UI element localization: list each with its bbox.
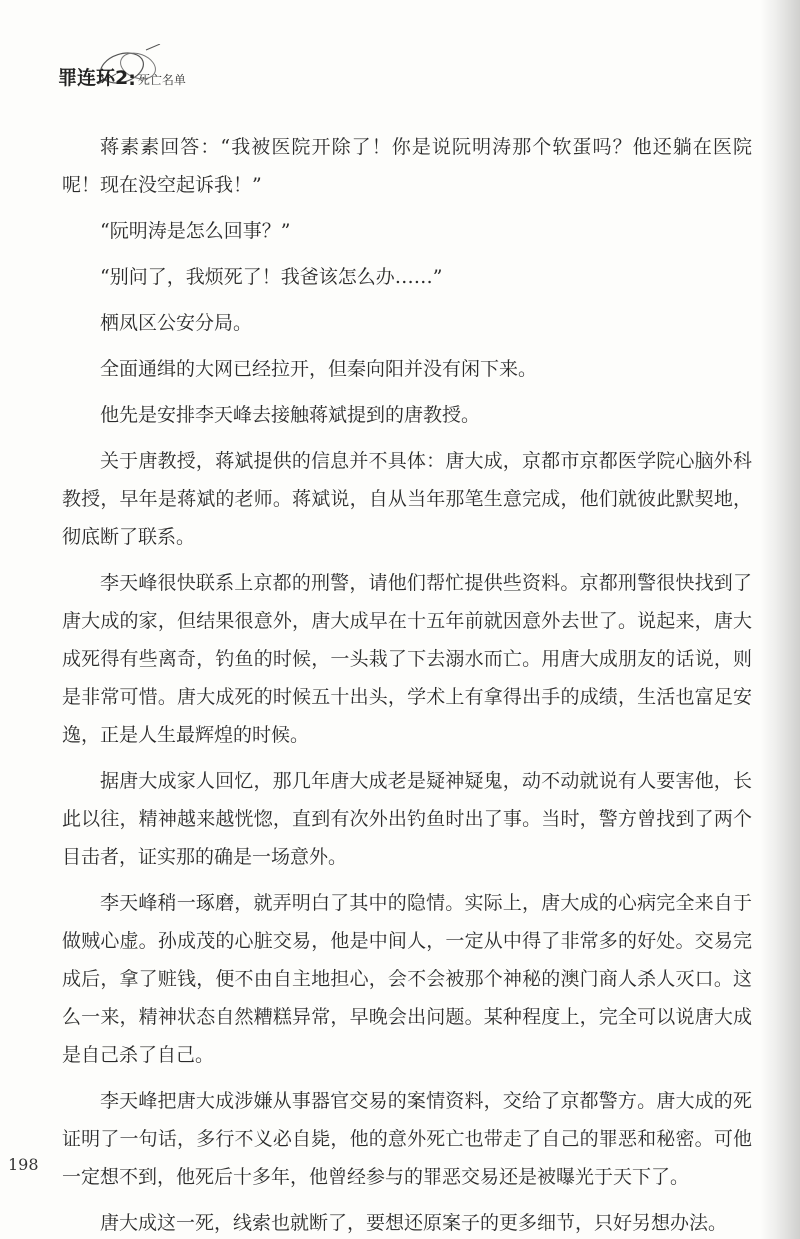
- paragraph: 全面通缉的大网已经拉开，但秦向阳并没有闲下来。: [100, 358, 538, 380]
- page-edge-shadow: [760, 0, 800, 1239]
- paragraph: 唐大成这一死，线索也就断了，要想还原案子的更多细节，只好另想办法。: [100, 1212, 728, 1234]
- paragraph: “阮明涛是怎么回事？”: [100, 220, 291, 242]
- title-separator: :: [128, 68, 136, 90]
- running-header: [58, 50, 186, 90]
- paragraph: 蒋素素回答：“我被医院开除了！你是说阮明涛那个软蛋吗？他还躺在医院呢！现在没空起诉我！”: [62, 136, 752, 196]
- paragraph: 李天峰很快联系上京都的刑警，请他们帮忙提供些资料。京都刑警很快找到了唐大成的家，但结果很意外，唐大成早在十五年前就因意外去世了。说起来，唐大成死得有些离奇，钓鱼的时候，一头栽了下去溺水而亡。用唐大成朋友的话说，则是非常可惜。唐大成死的时候五十出头，学术上有拿得出手的成绩，生活也富足安逸，正是人生最辉煌的时候。: [62, 572, 752, 746]
- paragraph: 栖凤区公安分局。: [100, 312, 253, 334]
- paragraph: 李天峰把唐大成涉嫌从事器官交易的案情资料，交给了京都警方。唐大成的死证明了一句话，多行不义必自毙，他的意外死亡也带走了自己的罪恶和秘密。可他一定想不到，他死后十多年，他曾经参与的罪恶交易还是被曝光于天下了。: [62, 1090, 752, 1188]
- body-text: [62, 128, 752, 1239]
- paragraph: 据唐大成家人回忆，那几年唐大成老是疑神疑鬼，动不动就说有人要害他，长此以往，精神越来越恍惚，直到有次外出钓鱼时出了事。当时，警方曾找到了两个目击者，证实那的确是一场意外。: [62, 770, 752, 868]
- paragraph: 他先是安排李天峰去接触蒋斌提到的唐教授。: [100, 404, 481, 426]
- book-subtitle: 死亡名单: [137, 73, 186, 87]
- paragraph: 李天峰稍一琢磨，就弄明白了其中的隐情。实际上，唐大成的心病完全来自于做贼心虚。孙成茂的心脏交易，他是中间人，一定从中得了非常多的好处。交易完成后，拿了赃钱，便不由自主地担心，会不会被那个神秘的澳门商人杀人灭口。这么一来，精神状态自然糟糕异常，早晚会出问题。某种程度上，完全可以说唐大成是自己杀了自己。: [62, 892, 752, 1066]
- paragraph: “别问了，我烦死了！我爸该怎么办……”: [100, 266, 443, 288]
- book-title: 罪连环2: [58, 67, 129, 89]
- page-number: 198: [8, 1155, 39, 1174]
- paragraph: 关于唐教授，蒋斌提供的信息并不具体：唐大成，京都市京都医学院心脑外科教授，早年是蒋斌的老师。蒋斌说，自从当年那笔生意完成，他们就彼此默契地，彻底断了联系。: [62, 450, 752, 548]
